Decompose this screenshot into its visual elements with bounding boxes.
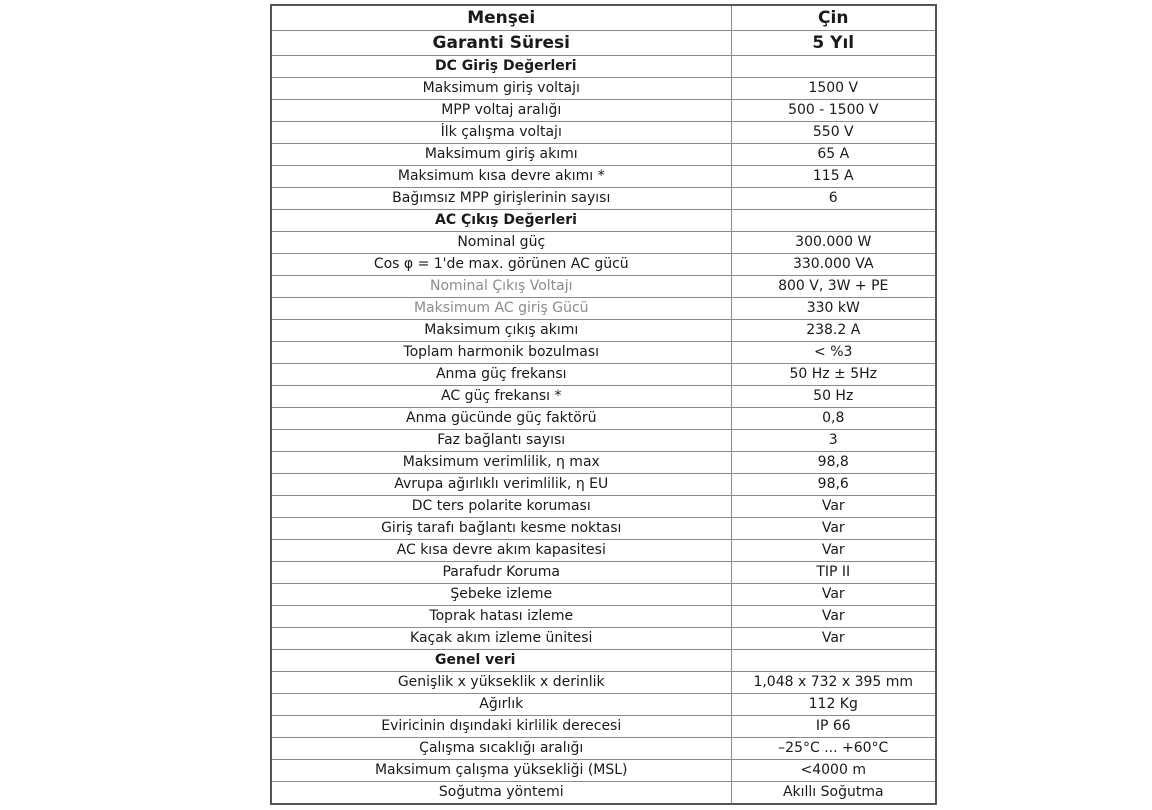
table-row <box>271 276 936 298</box>
inverter-spec-table <box>270 4 937 805</box>
spec-label: Maksimum AC giriş Gücü <box>271 298 731 320</box>
table-row <box>271 672 936 694</box>
spec-value: –25°C ... +60°C <box>731 738 936 760</box>
spec-label: Kaçak akım izleme ünitesi <box>271 628 731 650</box>
spec-label: Eviricinin dışındaki kirlilik derecesi <box>271 716 731 738</box>
table-row <box>271 342 936 364</box>
section-header-general <box>271 650 936 672</box>
spec-label: Maksimum giriş voltajı <box>271 78 731 100</box>
spec-label: Soğutma yöntemi <box>271 782 731 805</box>
spec-label: Maksimum giriş akımı <box>271 144 731 166</box>
warranty-value: 5 Yıl <box>731 31 936 56</box>
table-row <box>271 496 936 518</box>
table-row <box>271 78 936 100</box>
spec-value: 300.000 W <box>731 232 936 254</box>
table-row <box>271 188 936 210</box>
spec-label: Nominal güç <box>271 232 731 254</box>
table-row <box>271 364 936 386</box>
spec-label: MPP voltaj aralığı <box>271 100 731 122</box>
table-row <box>271 716 936 738</box>
table-row <box>271 144 936 166</box>
spec-value: 330.000 VA <box>731 254 936 276</box>
spec-value: TIP II <box>731 562 936 584</box>
spec-value: Var <box>731 540 936 562</box>
spec-value: Var <box>731 606 936 628</box>
table-row <box>271 562 936 584</box>
spec-value: 65 A <box>731 144 936 166</box>
spec-value: 500 - 1500 V <box>731 100 936 122</box>
section-empty-cell <box>731 650 936 672</box>
table-row <box>271 232 936 254</box>
spec-label: Toprak hatası izleme <box>271 606 731 628</box>
spec-value: 98,8 <box>731 452 936 474</box>
section-title-general: Genel veri <box>271 650 731 672</box>
spec-label: AC güç frekansı * <box>271 386 731 408</box>
table-row <box>271 738 936 760</box>
origin-value: Çin <box>731 5 936 31</box>
spec-label: Ağırlık <box>271 694 731 716</box>
origin-label: Menşei <box>271 5 731 31</box>
table-row <box>271 298 936 320</box>
table-row <box>271 408 936 430</box>
table-row <box>271 518 936 540</box>
section-title-ac: AC Çıkış Değerleri <box>271 210 731 232</box>
spec-label: Parafudr Koruma <box>271 562 731 584</box>
spec-label: Maksimum çıkış akımı <box>271 320 731 342</box>
spec-label: Giriş tarafı bağlantı kesme noktası <box>271 518 731 540</box>
table-row <box>271 254 936 276</box>
spec-label: Cos φ = 1'de max. görünen AC gücü <box>271 254 731 276</box>
spec-value: 800 V, 3W + PE <box>731 276 936 298</box>
spec-label: İlk çalışma voltajı <box>271 122 731 144</box>
section-header-dc <box>271 56 936 78</box>
spec-label: Çalışma sıcaklığı aralığı <box>271 738 731 760</box>
spec-value: Var <box>731 584 936 606</box>
spec-label: Nominal Çıkış Voltajı <box>271 276 731 298</box>
spec-value: 50 Hz ± 5Hz <box>731 364 936 386</box>
table-row <box>271 452 936 474</box>
spec-value: Var <box>731 518 936 540</box>
table-row <box>271 100 936 122</box>
spec-value: 6 <box>731 188 936 210</box>
table-row <box>271 320 936 342</box>
table-row <box>271 584 936 606</box>
spec-value: 330 kW <box>731 298 936 320</box>
spec-value: 112 Kg <box>731 694 936 716</box>
spec-value: 1500 V <box>731 78 936 100</box>
spec-label: Maksimum kısa devre akımı * <box>271 166 731 188</box>
table-row-warranty <box>271 31 936 56</box>
spec-label: Avrupa ağırlıklı verimlilik, η EU <box>271 474 731 496</box>
spec-value: 238.2 A <box>731 320 936 342</box>
spec-label: Faz bağlantı sayısı <box>271 430 731 452</box>
table-row <box>271 166 936 188</box>
section-empty-cell <box>731 56 936 78</box>
table-row <box>271 782 936 805</box>
spec-label: Şebeke izleme <box>271 584 731 606</box>
warranty-label: Garanti Süresi <box>271 31 731 56</box>
table-row <box>271 430 936 452</box>
table-row <box>271 386 936 408</box>
table-row-origin <box>271 5 936 31</box>
spec-value: IP 66 <box>731 716 936 738</box>
table-row <box>271 694 936 716</box>
spec-value: 550 V <box>731 122 936 144</box>
spec-label: Maksimum verimlilik, η max <box>271 452 731 474</box>
spec-label: Anma gücünde güç faktörü <box>271 408 731 430</box>
spec-value: 1,048 x 732 x 395 mm <box>731 672 936 694</box>
spec-value: Var <box>731 496 936 518</box>
spec-value: <4000 m <box>731 760 936 782</box>
spec-label: Bağımsız MPP girişlerinin sayısı <box>271 188 731 210</box>
table-row <box>271 628 936 650</box>
spec-value: 3 <box>731 430 936 452</box>
section-header-ac <box>271 210 936 232</box>
section-empty-cell <box>731 210 936 232</box>
table-row <box>271 122 936 144</box>
spec-value: 98,6 <box>731 474 936 496</box>
table-row <box>271 760 936 782</box>
spec-label: DC ters polarite koruması <box>271 496 731 518</box>
spec-label: Anma güç frekansı <box>271 364 731 386</box>
spec-value: < %3 <box>731 342 936 364</box>
spec-value: 50 Hz <box>731 386 936 408</box>
spec-value: 0,8 <box>731 408 936 430</box>
spec-label: AC kısa devre akım kapasitesi <box>271 540 731 562</box>
table-row <box>271 474 936 496</box>
spec-label: Toplam harmonik bozulması <box>271 342 731 364</box>
spec-value: Akıllı Soğutma <box>731 782 936 805</box>
section-title-dc: DC Giriş Değerleri <box>271 56 731 78</box>
spec-value: Var <box>731 628 936 650</box>
table-row <box>271 540 936 562</box>
spec-label: Genişlik x yükseklik x derinlik <box>271 672 731 694</box>
table-row <box>271 606 936 628</box>
spec-label: Maksimum çalışma yüksekliği (MSL) <box>271 760 731 782</box>
spec-value: 115 A <box>731 166 936 188</box>
